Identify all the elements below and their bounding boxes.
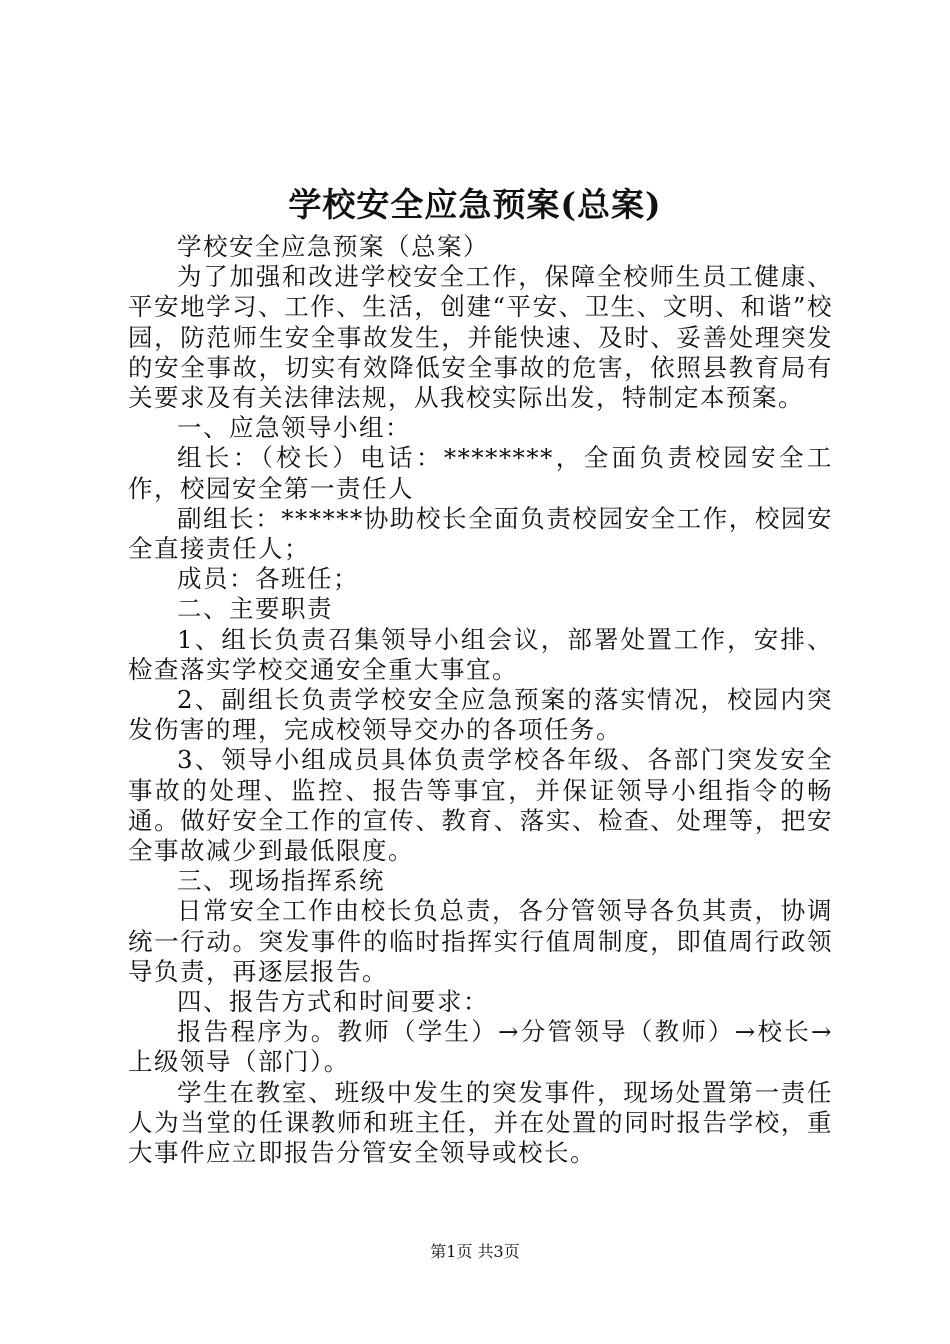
paragraph-members: 成员：各班任； <box>177 564 359 594</box>
paragraph-duty-1: 1、组长负责召集领导小组会议，部署处置工作，安排、检查落实学校交通安全重大事宜。 <box>128 624 833 684</box>
paragraph-classroom-incidents: 学生在教室、班级中发生的突发事件，现场处置第一责任人为当堂的任课教师和班主任，并在处置的同时报告学校，重大事件应立即报告分管安全领导或校长。 <box>128 1077 833 1168</box>
paragraph-deputy-leader: 副组长：******协助校长全面负责校园安全工作，校园安全直接责任人； <box>128 503 833 564</box>
paragraph-subtitle: 学校安全应急预案（总案） <box>177 232 489 261</box>
document-body <box>128 232 833 1168</box>
paragraph-report-procedure: 报告程序为。教师（学生）→分管领导（教师）→校长→上级领导（部门）。 <box>128 1017 833 1077</box>
section-heading-leadership: 一、应急领导小组： <box>177 413 411 443</box>
paragraph-leader: 组长：（校长）电话：********，全面负责校园安全工作，校园安全第一责任人 <box>128 443 833 503</box>
section-heading-duties: 二、主要职责 <box>177 594 333 624</box>
paragraph-duty-2: 2、副组长负责学校安全应急预案的落实情况，校园内突发伤害的理，完成校领导交办的各项任务。 <box>128 685 833 745</box>
paragraph-intro: 为了加强和改进学校安全工作，保障全校师生员工健康、平安地学习、工作、生活，创建“平安、卫生、文明、和谐”校园，防范师生安全事故发生，并能快速、及时、妥善处理突发的安全事故，切实有效降低安全事故的危害，依照县教育局有关要求及有关法律法规，从我校实际出发，特制定本预案。 <box>128 262 833 413</box>
section-heading-reporting: 四、报告方式和时间要求： <box>177 987 489 1017</box>
paragraph-duty-3: 3、领导小组成员具体负责学校各年级、各部门突发安全事故的处理、监控、报告等事宜，并保证领导小组指令的畅通。做好安全工作的宣传、教育、落实、检查、处理等，把安全事故减少到最低限度。 <box>128 745 833 866</box>
document-title: 学校安全应急预案(总案) <box>288 185 662 224</box>
page-footer: 第1页 共3页 <box>430 1242 520 1261</box>
section-heading-command: 三、现场指挥系统 <box>177 866 385 896</box>
paragraph-command: 日常安全工作由校长负总责，各分管领导各负其责，协调统一行动。突发事件的临时指挥实行值周制度，即值周行政领导负责，再逐层报告。 <box>128 896 833 986</box>
